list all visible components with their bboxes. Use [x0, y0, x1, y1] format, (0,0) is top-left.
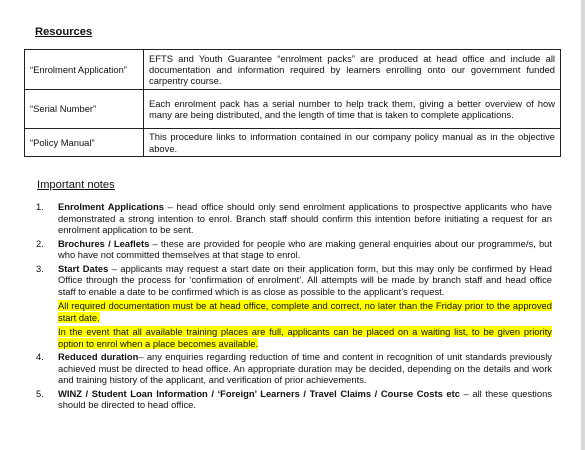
note-title: Enrolment Applications: [58, 201, 164, 212]
page-edge: [581, 0, 585, 450]
highlight-text: In the event that all available training places are full, applicants can be placed on a waiting list, to be given priority option to enrol when a place becomes available.: [58, 326, 552, 349]
note-number: 3.: [36, 262, 44, 274]
note-text: applicants may request a start date on their application form, but this may only be confirmed by Head Office through the process for ‘confirmation of enrolment’. All attempts will be made by branch staff and head office staff to enable a date to be confirmed which is as close as possible to the applicant’s request.: [58, 262, 552, 297]
resource-description: Each enrolment pack has a serial number to help track them, giving a better overview of how many are being distributed, and the length of time that is taken to complete applications.: [144, 90, 561, 129]
note-title: Start Dates: [58, 262, 109, 274]
resource-description: EFTS and Youth Guarantee “enrolment packs” are produced at head office and include all documentation and information required by learners enrolling onto our government funded carpentry course.: [144, 50, 561, 90]
table-row: [25, 129, 561, 157]
list-item: [32, 201, 552, 236]
note-separator: –: [138, 351, 147, 362]
note-separator: –: [108, 262, 121, 274]
list-item: [32, 263, 552, 350]
resources-table: [24, 49, 561, 157]
notes-list: [32, 201, 552, 413]
note-title: WINZ / Student Loan Information / ‘Foreign’ Learners / Travel Claims / Course Costs etc: [58, 387, 460, 399]
note-body: [58, 238, 552, 261]
note-text: all these questions should be directed to head office.: [58, 387, 552, 410]
note-number: 2.: [36, 237, 44, 249]
table-row: [25, 90, 561, 129]
note-body: [58, 201, 552, 236]
important-notes-title: Important notes: [37, 179, 115, 191]
note-body: [58, 263, 552, 298]
highlighted-paragraph: [58, 300, 552, 323]
note-text: these are provided for people who are making general enquiries about our programme/s, but who have not committed themselves at that stage to enrol.: [58, 237, 552, 260]
note-text: head office should only send enrolment applications to prospective applicants who have demonstrated a strong intention to enrol. Branch staff should confirm this intention before initiating a request for an enrolment application to be sent.: [58, 201, 552, 235]
note-body: [58, 351, 552, 386]
note-separator: –: [459, 387, 473, 399]
list-item: [32, 388, 552, 411]
resource-name: “Enrolment Application”: [25, 50, 144, 90]
note-separator: –: [163, 201, 177, 212]
list-item: [32, 238, 552, 261]
table-row: [25, 50, 561, 90]
note-title: Reduced duration: [58, 351, 139, 362]
resource-name: “Serial Number”: [25, 90, 144, 129]
note-title: Brochures / Leaflets: [58, 237, 150, 249]
note-text: any enquiries regarding reduction of time and content in recognition of unit standards previously achieved must be directed to head office. An appropriate duration may be decided, depending on the details and work and training history of the applicant, and verification of prior achievements.: [58, 351, 552, 385]
resource-name: “Policy Manual”: [25, 129, 144, 157]
note-number: 1.: [36, 201, 44, 212]
list-item: [32, 351, 552, 386]
note-separator: –: [149, 237, 161, 249]
resources-heading: Resources: [35, 26, 93, 38]
note-number: 5.: [36, 387, 44, 399]
resource-description: This procedure links to information contained in our company policy manual as in the objective above.: [144, 129, 561, 157]
highlighted-paragraph: [58, 326, 552, 349]
highlight-text: All required documentation must be at head office, complete and correct, no later than the Friday prior to the approved start date.: [58, 300, 552, 323]
note-body: [58, 388, 552, 411]
note-number: 4.: [36, 351, 44, 362]
